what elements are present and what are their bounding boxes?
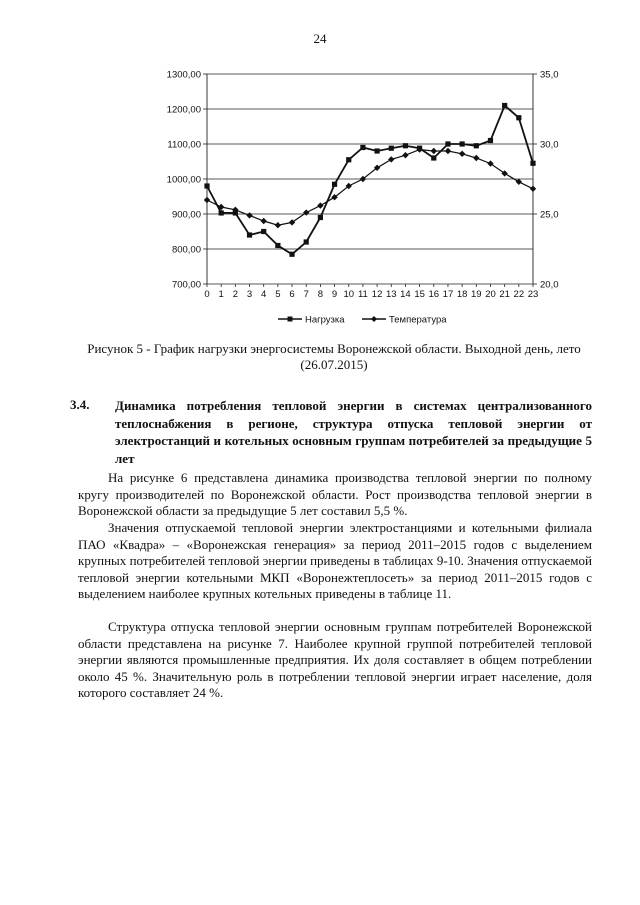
data-point-square [261,229,266,234]
data-point-square [374,148,379,153]
legend-label: Нагрузка [305,314,345,326]
left-axis-tick-label: 1300,00 [166,69,201,81]
left-axis-tick-label: 1100,00 [167,139,201,151]
data-point-diamond [431,148,437,154]
x-axis-tick-label: 7 [303,289,309,300]
paragraph-3: Структура отпуска тепловой энергии основным группам потребителей Воронежской области представлена на рисунке 7. Наиболее крупной группой потребителей тепловой энергии являются промышленные предприятия. Их доля составляет в общем потреблении около 45 %. Значительную роль в потреблении тепловой энергии играет население, доля которого составляет 24 %. [78,619,592,700]
data-point-diamond [459,151,465,157]
x-axis-tick-label: 2 [232,289,238,300]
series-line [207,106,533,255]
data-point-diamond [445,148,451,154]
data-point-square [304,239,309,244]
data-point-diamond [530,186,536,192]
data-point-square [289,252,294,257]
legend-marker-diamond [371,316,377,322]
section-number: 3.4. [70,397,90,412]
x-axis-tick-label: 22 [513,289,525,300]
data-point-diamond [275,222,281,228]
right-axis-tick-label: 25,0 [540,209,559,221]
data-point-square [204,183,209,188]
x-axis-tick-label: 15 [414,289,425,300]
paragraph-1: На рисунке 6 представлена динамика производства тепловой энергии по полному кругу производителей по Воронежской области. Рост производства тепловой энергии в Воронежской области за предыдущие 5 лет составил 5,5 %. [78,470,592,518]
section-title: Динамика потребления тепловой энергии в системах централизованного теплоснабжения в регионе, структура отпуска тепловой энергии от электростанций и котельных основным группам потребителей за предыдущие 5 лет [115,398,592,466]
left-axis-tick-label: 800,00 [171,244,201,256]
data-point-square [530,161,535,166]
data-point-diamond [402,152,408,158]
left-axis-tick-label: 1000,00 [166,174,201,186]
legend-marker-square [288,317,293,322]
data-point-diamond [473,155,479,161]
legend-label: Температура [389,314,447,326]
figure-caption-line1: Рисунок 5 - График нагрузки энергосистемы Воронежской области. Выходной день, лето [87,341,581,356]
data-point-square [275,243,280,248]
x-axis-tick-label: 23 [527,289,539,300]
right-axis-tick-label: 35,0 [540,69,559,81]
chart-svg [150,60,580,335]
x-axis-tick-label: 17 [442,289,454,300]
x-axis-tick-label: 16 [428,289,440,300]
data-point-diamond [388,156,394,162]
x-axis-tick-label: 21 [499,289,510,300]
data-point-diamond [260,218,266,224]
figure-caption-line2: (26.07.2015) [300,357,368,372]
x-axis-tick-label: 20 [485,289,496,300]
x-axis-tick-label: 5 [275,289,281,300]
data-point-diamond [516,179,522,185]
data-point-square [219,210,224,215]
data-point-square [389,146,394,151]
data-point-square [403,143,408,148]
x-axis-tick-label: 1 [218,289,224,300]
data-point-square [460,141,465,146]
figure-caption [84,341,584,373]
x-axis-tick-label: 4 [261,289,267,300]
data-point-square [445,141,450,146]
data-point-square [431,155,436,160]
x-axis-tick-label: 19 [471,289,482,300]
x-axis-tick-label: 18 [456,289,468,300]
left-axis-tick-label: 900,00 [171,209,201,221]
right-axis-tick-label: 30,0 [540,139,559,151]
data-point-diamond [204,197,210,203]
paragraph-2: Значения отпускаемой тепловой энергии электростанциями и котельными филиала ПАО «Квадра» – «Воронежская генерация» за период 2011–2015 годов с выделением крупных потребителей тепловой энергии приведены в таблицах 9-10. Значения отпускаемой тепловой энергии котельными МКП «Воронежтеплосеть» за период 2011–2015 годов с выделением наиболее крупных котельных приведены в таблице 11. [78,520,592,601]
data-point-square [318,215,323,220]
x-axis-tick-label: 9 [331,289,338,300]
x-axis-tick-label: 13 [385,289,397,300]
left-axis-tick-label: 1200,00 [166,104,201,116]
data-point-square [360,145,365,150]
x-axis-tick-label: 12 [371,289,383,300]
load-temperature-chart [150,60,580,335]
x-axis-tick-label: 11 [357,289,368,300]
data-point-square [474,143,479,148]
left-axis-tick-label: 700,00 [171,279,201,291]
x-axis-tick-label: 3 [246,289,253,300]
x-axis-tick-label: 10 [343,289,355,300]
x-axis-tick-label: 14 [400,289,411,300]
x-axis-tick-label: 8 [317,289,324,300]
data-point-diamond [246,212,252,218]
right-axis-tick-label: 20,0 [540,279,559,291]
x-axis-tick-label: 6 [289,289,295,300]
data-point-square [346,157,351,162]
data-point-square [247,232,252,237]
x-axis-tick-label: 0 [204,289,210,300]
data-point-diamond [317,202,323,208]
data-point-square [332,182,337,187]
data-point-square [516,115,521,120]
page-number: 24 [313,31,327,46]
data-point-square [488,138,493,143]
data-point-square [502,103,507,108]
